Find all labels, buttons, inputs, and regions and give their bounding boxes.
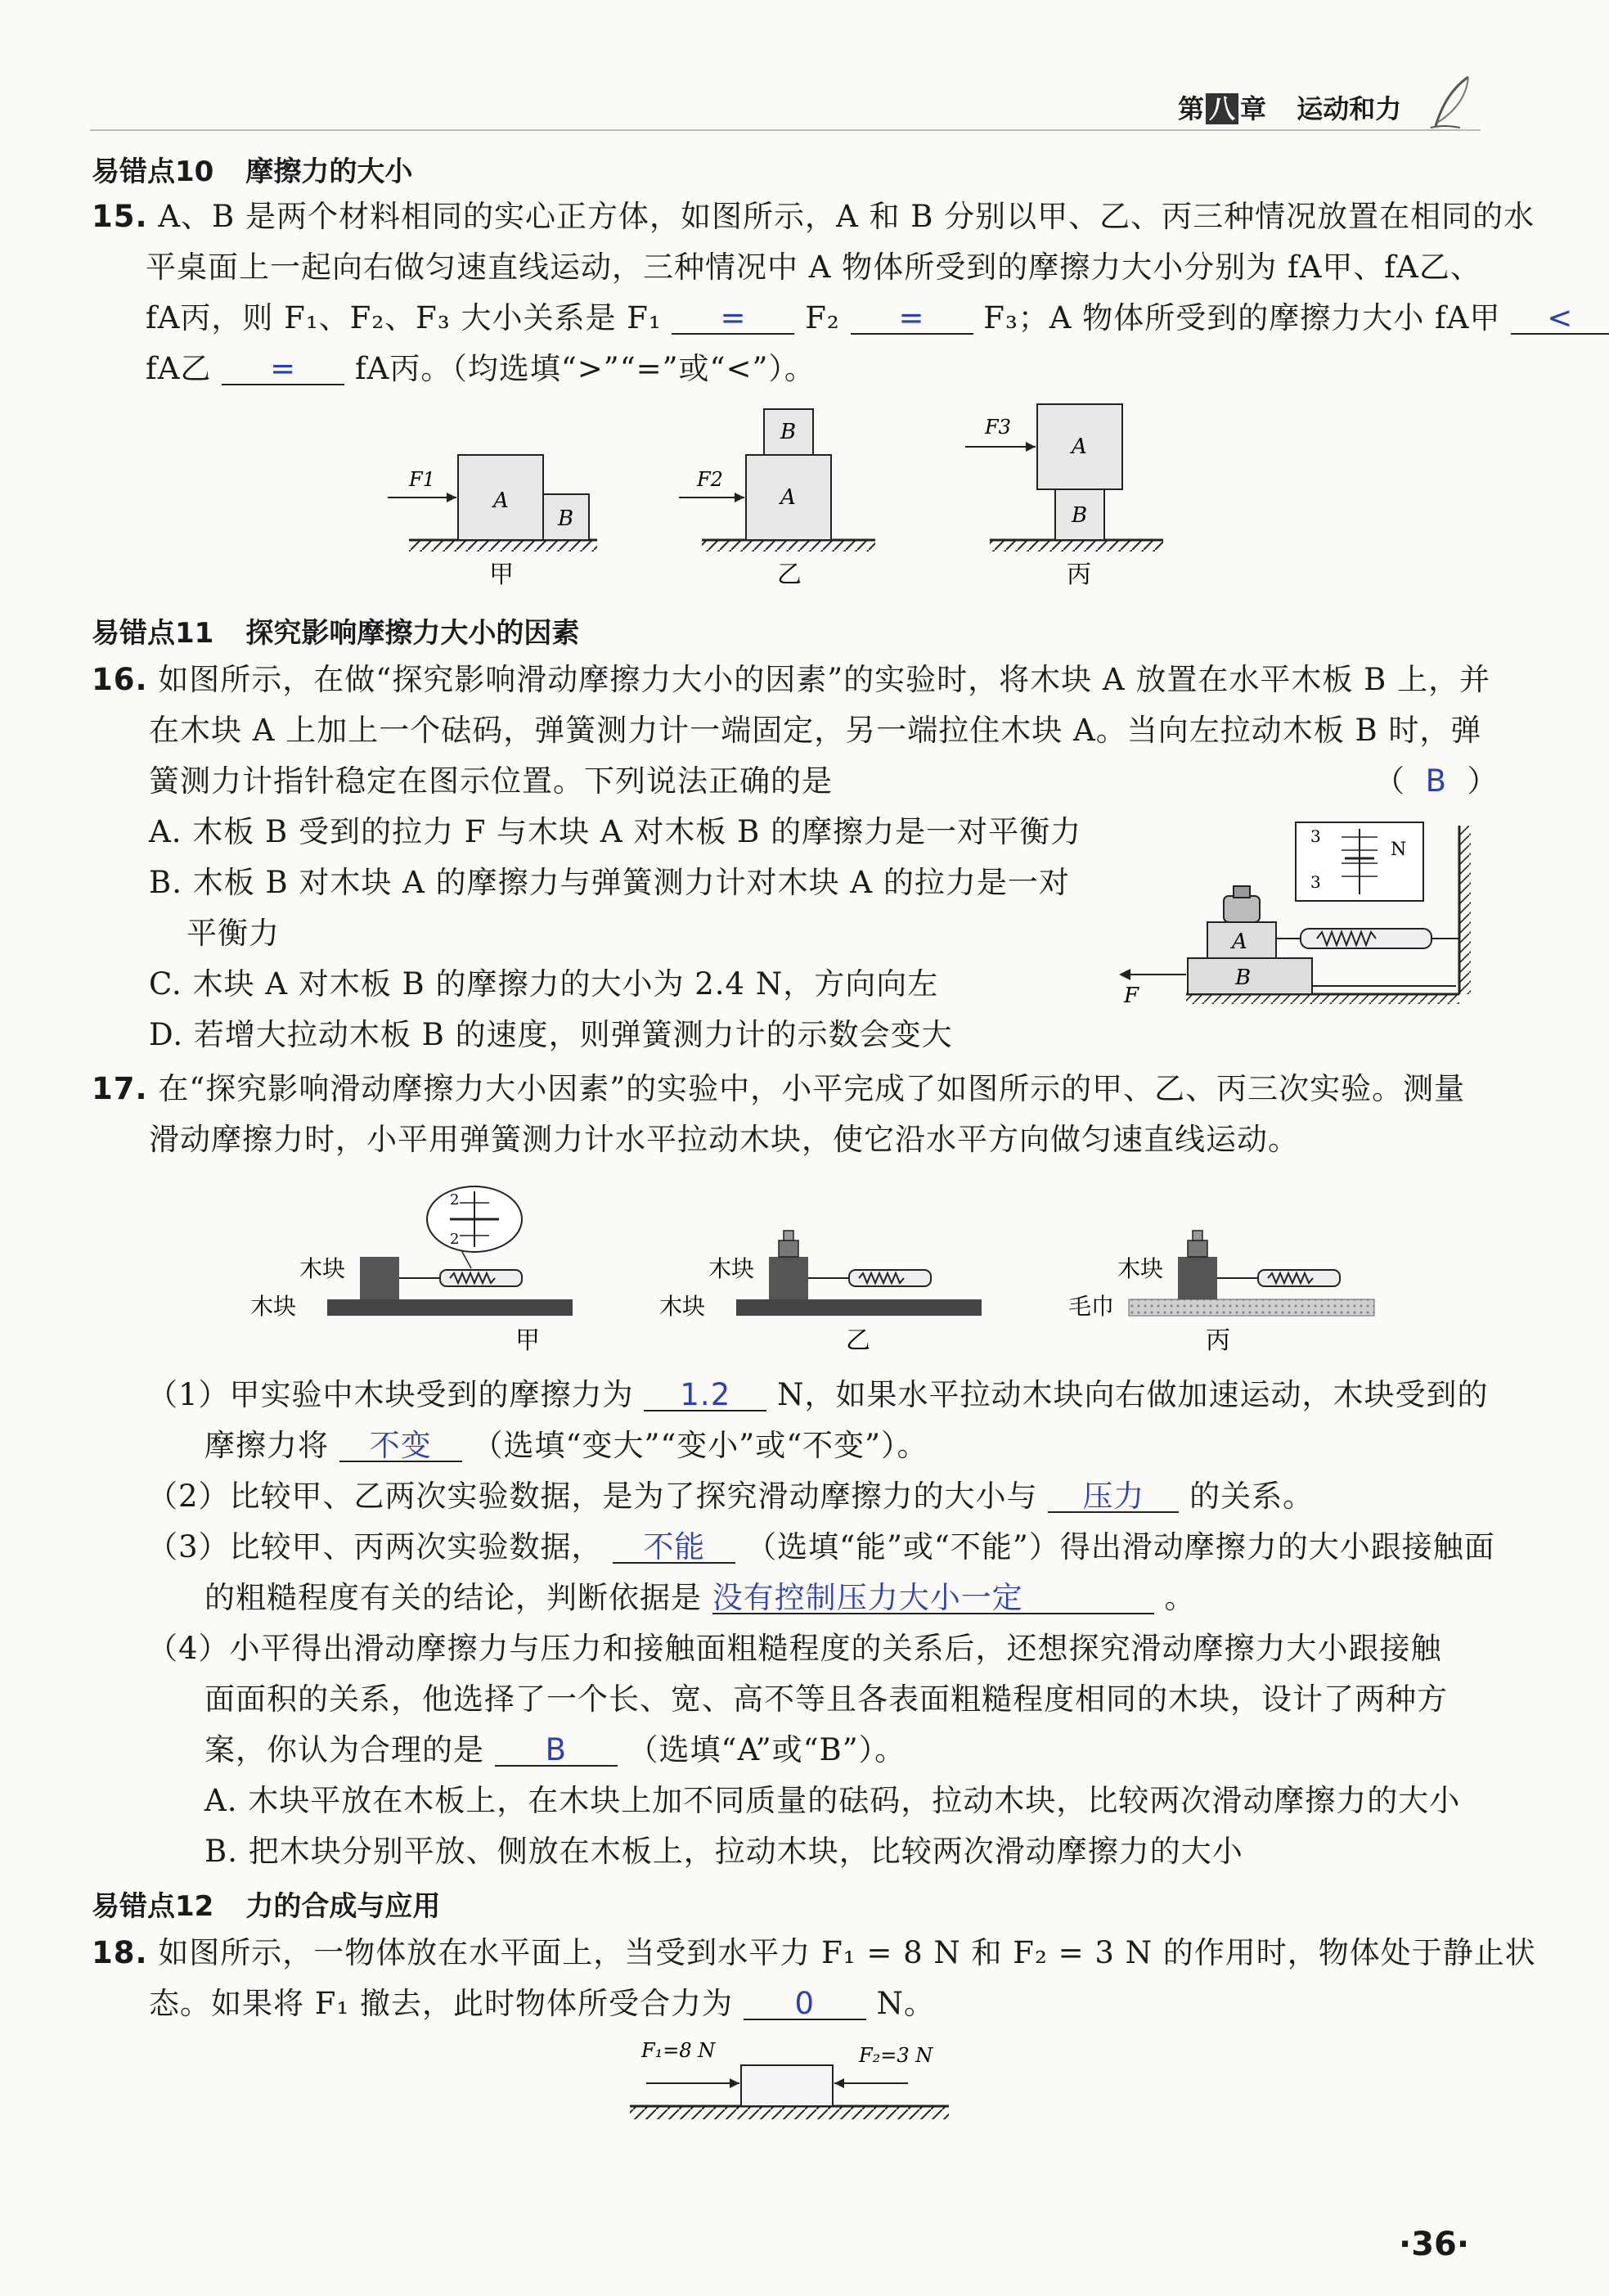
force-label: F3: [985, 416, 1011, 439]
answer-blank-friction[interactable]: 1.2: [644, 1380, 766, 1411]
question-number: 17.: [92, 1071, 148, 1106]
answer-blank-change[interactable]: 不变: [339, 1431, 462, 1462]
q17-text-p4d: （选填“A”或“B”）。: [627, 1732, 906, 1767]
block-b-label: B: [558, 506, 574, 531]
answer-blank-net-force[interactable]: 0: [744, 1989, 866, 2020]
force-label-f1: F₁=8 N: [641, 2039, 716, 2062]
q17-text-p3c: 的粗糙程度有关的结论，判断依据是: [204, 1580, 702, 1615]
q15-text-3c: F₃；A 物体所受到的摩擦力大小 fA甲: [983, 300, 1501, 335]
block-b-label: B: [1235, 966, 1252, 990]
section-heading-12: [92, 1884, 440, 1924]
q16-option-d: D. 若增大拉动木板 B 的速度，则弹簧测力计的示数会变大: [149, 1017, 953, 1052]
case-bing: [965, 404, 1163, 589]
block-a-label: A: [493, 488, 509, 513]
q17-part3: [147, 1527, 1495, 1568]
q15-text-3a: fA丙，则 F₁、F₂、F₃ 大小关系是 F₁: [146, 300, 662, 335]
q16-line2: 在木块 A 上加上一个砝码，弹簧测力计一端固定，另一端拉住木块 A。当向左拉动木板 B 时，弹: [149, 713, 1482, 748]
section-label: 易错点10: [92, 155, 214, 188]
q18-line1: [92, 1933, 1536, 1974]
answer-blank-1[interactable]: =: [672, 304, 794, 335]
scale-tick: 2: [450, 1191, 460, 1209]
q18-text-1: 如图所示，一物体放在水平面上，当受到水平力 F₁ = 8 N 和 F₂ = 3 N 的作用时，物体处于静止状: [158, 1935, 1536, 1970]
question-number: 18.: [92, 1935, 148, 1970]
block-a-label: A: [1232, 930, 1247, 954]
q17-part2: [147, 1476, 1314, 1517]
surface-label: 木块: [659, 1293, 706, 1320]
q17-text-p1c: 摩擦力将: [204, 1428, 329, 1463]
q15-line1: [92, 196, 1535, 237]
q16-option-a: A. 木板 B 受到的拉力 F 与木块 A 对木板 B 的摩擦力是一对平衡力: [149, 814, 1082, 849]
q17-line1: [92, 1069, 1465, 1110]
block-label: 木块: [1117, 1255, 1164, 1282]
q16-answer-paren: [1374, 761, 1499, 802]
q15-line4: [146, 349, 816, 389]
q16-line3: 簧测力计指针稳定在图示位置。下列说法正确的是: [149, 763, 833, 799]
paren-close: ）: [1467, 763, 1499, 799]
q16-option-b-cont: 平衡力: [187, 916, 280, 951]
force-label: F2: [697, 468, 723, 491]
surface-label: 木块: [250, 1293, 297, 1320]
section-title: 摩擦力的大小: [245, 155, 413, 188]
q17-text-p2b: 的关系。: [1189, 1479, 1315, 1514]
figure-caption: 丙: [1206, 1326, 1230, 1355]
block-label: 木块: [708, 1255, 755, 1282]
section-heading-11: [92, 610, 579, 651]
block-label: 木块: [299, 1255, 346, 1282]
chapter-prefix: 第: [1178, 93, 1205, 124]
q18-line2: [149, 1983, 935, 2024]
q15-text-4b: fA丙。（均选填“>”“=”或“<”）。: [354, 351, 816, 386]
q15-figure: [376, 401, 1162, 597]
panel-jia: [250, 1186, 573, 1355]
q17-text-p2a: （2）比较甲、乙两次实验数据，是为了探究滑动摩擦力的大小与: [147, 1479, 1038, 1514]
q17-text-1: 在“探究影响滑动摩擦力大小因素”的实验中，小平完成了如图所示的甲、乙、丙三次实验。测量: [158, 1071, 1466, 1106]
block-a-label: A: [780, 485, 796, 510]
q17-part1-cont: [204, 1425, 928, 1466]
q17-figure: [245, 1178, 1391, 1366]
answer-blank-2[interactable]: =: [851, 304, 973, 335]
figure-caption: 乙: [846, 1326, 870, 1355]
q16-option-b: B. 木板 B 对木块 A 的摩擦力与弹簧测力计对木块 A 的拉力是一对: [149, 865, 1070, 900]
q16-text-1: 如图所示，在做“探究影响滑动摩擦力大小的因素”的实验时，将木块 A 放置在水平木板 B 上，并: [158, 662, 1491, 697]
answer-blank-4[interactable]: =: [222, 354, 344, 385]
section-label: 易错点12: [92, 1890, 214, 1923]
block-b-label: B: [1072, 503, 1088, 528]
force-label: F1: [409, 468, 435, 491]
q15-text-4a: fA乙: [146, 351, 212, 386]
q17-line2: 滑动摩擦力时，小平用弹簧测力计水平拉动木块，使它沿水平方向做匀速直线运动。: [149, 1122, 1299, 1157]
page-number: ·36·: [1399, 2226, 1470, 2263]
q17-text-p3b: （选填“能”或“不能”）得出滑动摩擦力的大小跟接触面: [746, 1529, 1495, 1564]
answer-blank-3[interactable]: <: [1511, 304, 1609, 335]
case-yi: [679, 409, 875, 589]
q17-text-p3a: （3）比较甲、丙两次实验数据，: [147, 1529, 603, 1564]
q18-figure: [622, 2029, 965, 2136]
q17-part4-cont: 面面积的关系，他选择了一个长、宽、高不等且各表面粗糙程度相同的木块，设计了两种方: [204, 1681, 1448, 1717]
section-label: 易错点11: [92, 617, 214, 650]
answer-blank-can[interactable]: 不能: [613, 1533, 735, 1564]
q17-text-p4c: 案，你认为合理的是: [204, 1732, 484, 1767]
panel-yi: [659, 1231, 982, 1355]
chapter-number: 八: [1206, 93, 1238, 124]
q15-text-1: A、B 是两个材料相同的实心正方体，如图所示，A 和 B 分别以甲、乙、丙三种情况放置在相同的水: [158, 199, 1535, 234]
answer-blank-factor[interactable]: 压力: [1048, 1482, 1179, 1513]
panel-bing: [1068, 1231, 1374, 1355]
chapter-header: [1178, 88, 1401, 124]
q16-line1: [92, 660, 1490, 700]
q15-line3: [146, 298, 1609, 339]
figure-caption: 甲: [489, 560, 514, 589]
section-title: 力的合成与应用: [245, 1890, 441, 1923]
q15-line2: 平桌面上一起向右做匀速直线运动，三种情况中 A 物体所受到的摩擦力大小分别为 fA甲、fA乙、: [146, 250, 1481, 285]
surface-label: 毛巾: [1068, 1293, 1115, 1320]
chapter-suffix: 章: [1240, 93, 1267, 124]
q17-text-p1d: （选填“变大”“变小”或“不变”）。: [472, 1428, 928, 1463]
force-label-f2: F₂=3 N: [859, 2044, 933, 2067]
figure-caption: 甲: [515, 1326, 540, 1355]
q17-part3-cont: [204, 1578, 1196, 1618]
q17-part1: [147, 1375, 1488, 1416]
q17-text-p1a: （1）甲实验中木块受到的摩擦力为: [147, 1377, 634, 1412]
q16-answer[interactable]: B: [1425, 763, 1447, 799]
chapter-title: 运动和力: [1297, 93, 1402, 124]
q16-option-c: C. 木块 A 对木板 B 的摩擦力的大小为 2.4 N，方向向左: [149, 966, 939, 1002]
scale-tick: 2: [450, 1231, 460, 1248]
q18-text-2a: 态。如果将 F₁ 撤去，此时物体所受合力为: [149, 1986, 734, 2021]
q15-text-3b: F₂: [805, 300, 840, 335]
block-b-label: B: [780, 420, 797, 444]
answer-blank-plan[interactable]: B: [495, 1736, 618, 1767]
scale-unit: N: [1391, 840, 1407, 860]
figure-caption: 丙: [1067, 560, 1091, 589]
scale-tick: 3: [1310, 872, 1321, 892]
header-rule: [90, 129, 1481, 131]
section-heading-10: [92, 149, 412, 189]
question-number: 16.: [92, 662, 148, 697]
q17-part4-cont2: [204, 1730, 906, 1771]
q17-option-a: A. 木块平放在木板上，在木块上加不同质量的砝码，拉动木块，比较两次滑动摩擦力的大小: [204, 1783, 1461, 1818]
q17-part4: （4）小平得出滑动摩擦力与压力和接触面粗糙程度的关系后，还想探究滑动摩擦力大小跟接触: [147, 1631, 1442, 1666]
scale-tick: 3: [1310, 826, 1321, 846]
q18-text-2b: N。: [876, 1986, 935, 2021]
quill-icon: [1427, 74, 1476, 131]
answer-blank-reason[interactable]: 没有控制压力大小一定: [712, 1583, 1154, 1614]
question-number: 15.: [92, 199, 148, 234]
force-label: F: [1124, 984, 1139, 1008]
q17-text-p3d: 。: [1164, 1580, 1196, 1615]
section-title: 探究影响摩擦力大小的因素: [245, 617, 580, 650]
figure-caption: 乙: [777, 560, 802, 589]
case-jia: [388, 455, 597, 589]
q16-figure: [1096, 806, 1505, 1011]
paren-open: （: [1374, 763, 1405, 799]
q17-text-p1b: N，如果水平拉动木块向右做加速运动，木块受到的: [777, 1377, 1489, 1412]
block-a-label: A: [1072, 434, 1087, 459]
q17-option-b: B. 把木块分别平放、侧放在木板上，拉动木块，比较两次滑动摩擦力的大小: [204, 1834, 1243, 1869]
